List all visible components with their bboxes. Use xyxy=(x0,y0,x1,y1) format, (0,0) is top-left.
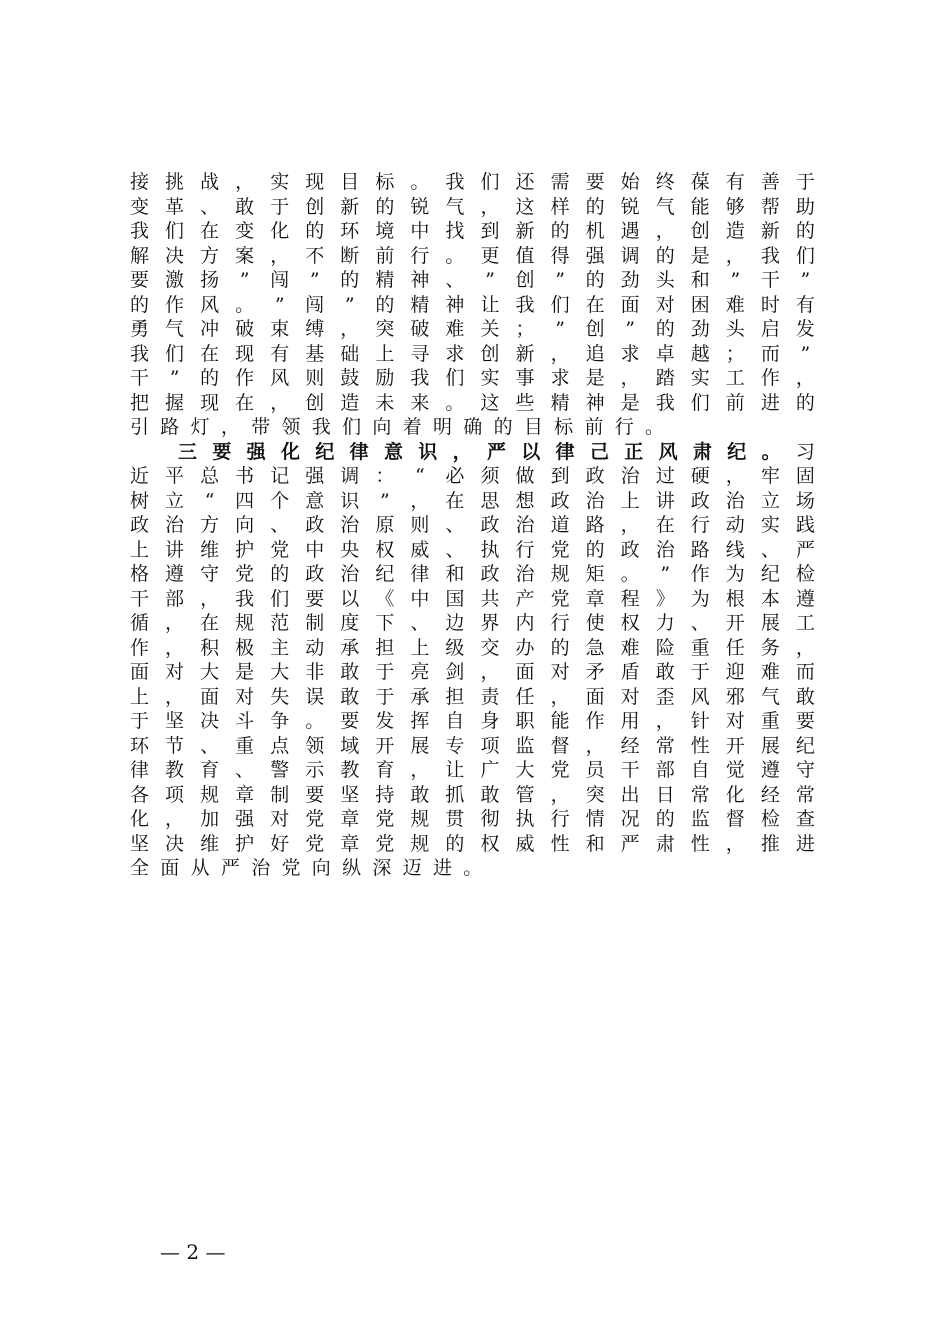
text-line: 化 ， 加 强 对 党 章 党 规 贯 彻 执 行 情 况 的 监 督 检 查 xyxy=(130,808,815,830)
text-line: 政 治 方 向 、 政 治 原 则 、 政 治 道 路 ， 在 行 动 实 践 xyxy=(130,514,815,536)
text-line: 环 节 、 重 点 领 域 开 展 专 项 监 督 ， 经 常 性 开 展 纪 xyxy=(130,734,815,757)
text-line: 要 激 扬 ” 闯 ” 的 精 神 、 ” 创 ” 的 劲 头 和 ” 干 ” xyxy=(130,269,811,291)
text-line: 律 教 育 、 警 示 教 育 ， 让 广 大 党 员 干 部 自 觉 遵 守 xyxy=(130,759,815,781)
text-line: 我 们 在 变 化 的 环 境 中 找 到 新 的 机 遇 ， 创 造 新 的 xyxy=(130,220,815,242)
text-line: 作 ， 积 极 主 动 承 担 上 级 交 办 的 急 难 险 重 任 务 ， xyxy=(130,636,815,659)
page-number: — 2 — xyxy=(160,1240,226,1264)
text-line: 上 讲 维 护 党 中 央 权 威 、 执 行 党 的 政 治 路 线 、 严 xyxy=(130,538,815,561)
text-line: 三 要 强 化 纪 律 意 识 ， 严 以 律 己 正 风 肃 纪 。 习 xyxy=(178,440,815,463)
text-line: 我 们 在 现 有 基 础 上 寻 求 创 新 ， 追 求 卓 越 ； 而 ” xyxy=(130,342,811,365)
text-line: 干 ” 的 作 风 则 鼓 励 我 们 实 事 求 是 ， 踏 实 工 作 ， xyxy=(130,367,815,389)
text-line: 于 坚 决 斗 争 。 要 发 挥 自 身 职 能 作 用 ， 针 对 重 要 xyxy=(130,710,815,732)
text-line: 树 立 “ 四 个 意 识 ” ， 在 思 想 政 治 上 讲 政 治 立 场 xyxy=(130,489,815,512)
text-line: 格 遵 守 党 的 政 治 纪 律 和 政 治 规 矩 。 ” 作 为 纪 检 xyxy=(130,563,815,585)
text-line: 引 路 灯 ， 带 领 我 们 向 着 明 确 的 目 标 前 行 。 xyxy=(130,416,665,438)
text-line: 接 挑 战 ， 实 现 目 标 。 我 们 还 需 要 始 终 葆 有 善 于 xyxy=(130,171,815,193)
text-line: 坚 决 维 护 好 党 章 党 规 的 权 威 性 和 严 肃 性 ， 推 进 xyxy=(130,832,815,855)
text-line: 变 革 、 敢 于 创 新 的 锐 气 ， 这 样 的 锐 气 能 够 帮 助 xyxy=(130,195,815,218)
text-line: 各 项 规 章 制 要 坚 持 敢 抓 敢 管 ， 突 出 日 常 化 经 常 xyxy=(130,783,815,806)
text-line: 近 平 总 书 记 强 调 ： “ 必 须 做 到 政 治 过 硬 ， 牢 固 xyxy=(130,465,815,487)
text-line: 全 面 从 严 治 党 向 纵 深 迈 进 。 xyxy=(130,857,483,879)
text-line: 循 ， 在 规 范 制 度 下 、 边 界 内 行 使 权 力 、 开 展 工 xyxy=(130,612,815,634)
text-line: 的 作 风 。 ” 闯 ” 的 精 神 让 我 们 在 面 对 困 难 时 有 xyxy=(130,293,815,316)
text-line: 干 部 ， 我 们 要 以 《 中 国 共 产 党 章 程 》 为 根 本 遵 xyxy=(130,587,815,610)
text-line: 面 对 大 是 大 非 敢 于 亮 剑 ， 面 对 矛 盾 敢 于 迎 难 而 xyxy=(130,661,815,683)
text-line: 解 决 方 案 ， 不 断 前 行 。 更 值 得 强 调 的 是 ， 我 们 xyxy=(130,244,815,267)
text-line: 上 ， 面 对 失 误 敢 于 承 担 责 任 ， 面 对 歪 风 邪 气 敢 xyxy=(130,685,815,708)
text-line: 勇 气 冲 破 束 缚 ， 突 破 难 关 ； ” 创 ” 的 劲 头 启 发 xyxy=(130,318,815,340)
text-line: 把 握 现 在 ， 创 造 未 来 。 这 些 精 神 是 我 们 前 进 的 xyxy=(130,391,815,414)
body-text xyxy=(130,170,815,881)
